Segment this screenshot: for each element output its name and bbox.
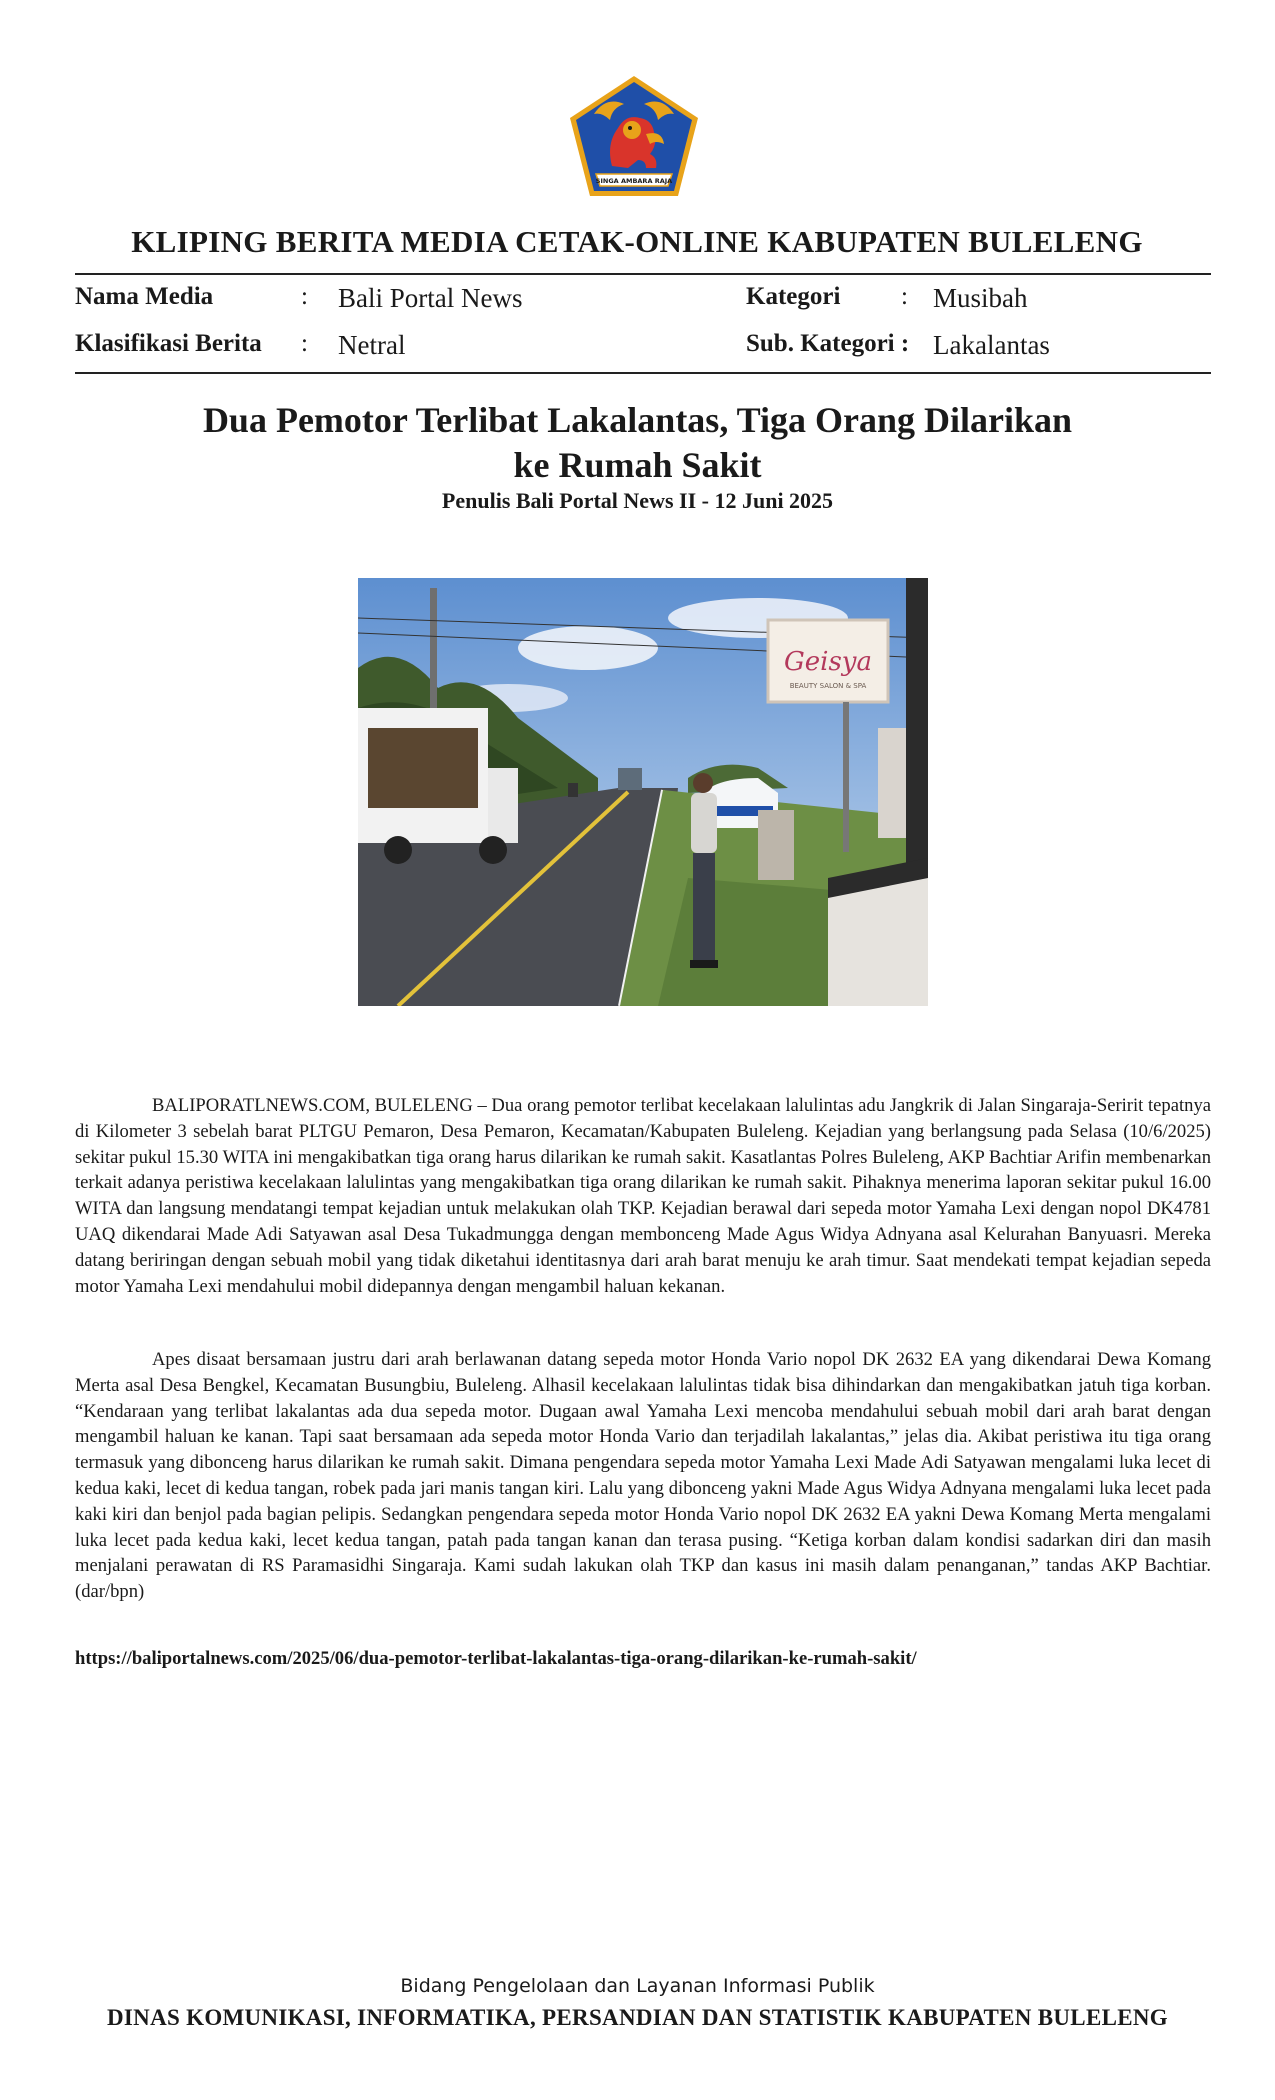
headline-line-1: Dua Pemotor Terlibat Lakalantas, Tiga Orang Dilarikan xyxy=(202,400,1073,440)
kategori-label: Kategori xyxy=(746,283,841,310)
subkategori-value: Lakalantas xyxy=(933,330,1050,360)
article-photo xyxy=(358,578,928,1006)
emblem-motto: SINGA AMBARA RAJA xyxy=(595,177,673,185)
kategori-colon: : xyxy=(901,283,908,310)
headline-line-2: ke Rumah Sakit xyxy=(513,445,762,485)
photo-sign-name: Geisya xyxy=(783,647,873,677)
klasifikasi-colon: : xyxy=(301,330,308,357)
klasifikasi-value: Netral xyxy=(338,330,406,360)
subkategori-label: Sub. Kategori : xyxy=(746,330,910,357)
buleleng-emblem xyxy=(566,74,702,200)
article-paragraph-2: Apes disaat bersamaan justru dari arah berlawanan datang sepeda motor Honda Vario nopol DK 2632 EA yang dikendarai Dewa Komang Merta asal Desa Bengkel, Kecamatan Busungbiu, Buleleng. Alhasil kecelakaan lalulintas tidak bisa dihindarkan dan mengakibatkan jatuh tiga korban. “Kendaraan yang terlibat lakalantas ada dua sepeda motor. Dugaan awal Yamaha Lexi mencoba mendahului sebuah mobil dari arah barat dengan mengambil haluan ke kanan. Tapi saat bersamaan ada sepeda motor Honda Vario dan terjadilah lakalantas,” jelas dia. Akibat peristiwa itu tiga orang termasuk yang dibonceng harus dilarikan ke rumah sakit. Dimana pengendara sepeda motor Yamaha Lexi Made Adi Satyawan mengalami luka lecet di kedua kaki, lecet di kedua tangan, robek pada jari manis tangan kiri. Lalu yang dibonceng yakni Made Agus Widya Adnyana mengalami luka lecet pada kaki kiri dan benjol pada bagian pelipis. Sedangkan pengendara sepeda motor Honda Vario nopol DK 2632 EA yakni Dewa Komang Merta mengalami luka lecet pada kedua kaki, lecet kedua tangan, patah pada tangan kanan dan terasa pusing. “Ketiga korban dalam kondisi sadarkan diri dan masih menjalani perawatan di RS Paramasidhi Singaraja. Kami sudah lakukan olah TKP dan kasus ini masih dalam penanganan,” tandas AKP Bachtiar. (dar/bpn) xyxy=(75,1349,1211,1603)
header-rule-top xyxy=(75,273,1211,275)
klasifikasi-label: Klasifikasi Berita xyxy=(75,330,262,357)
header-rule-bottom xyxy=(75,372,1211,374)
article-headline xyxy=(150,398,1125,488)
article-paragraph-1: BALIPORATLNEWS.COM, BULELENG – Dua orang pemotor terlibat kecelakaan lalulintas adu Jangkrik di Jalan Singaraja-Seririt tepatnya di Kilometer 3 sebelah barat PLTGU Pemaron, Desa Pemaron, Kecamatan/Kabupaten Buleleng. Kejadian yang berlangsung pada Selasa (10/6/2025) sekitar pukul 15.30 WITA ini mengakibatkan tiga orang harus dilarikan ke rumah sakit. Kasatlantas Polres Buleleng, AKP Bachtiar Arifin membenarkan terkait adanya peristiwa kecelakaan lalulintas yang mengakibatkan tiga orang dilarikan ke rumah sakit. Pihaknya menerima laporan sekitar pukul 16.00 WITA dan langsung mendatangi tempat kejadian untuk melakukan olah TKP. Kejadian berawal dari sepeda motor Yamaha Lexi dengan nopol DK4781 UAQ dikendarai Made Adi Satyawan asal Desa Tukadmungga dengan membonceng Made Agus Widya Adnyana asal Kelurahan Banyuasri. Mereka datang beriringan dengan sebuah mobil yang tidak diketahui identitasnya dari arah barat menuju ke arah timur. Saat mendekati tempat kejadian sepeda motor Yamaha Lexi mendahului mobil didepannya dengan mengambil haluan kekanan. xyxy=(75,1095,1211,1297)
photo-sign-sub: BEAUTY SALON & SPA xyxy=(789,682,867,690)
media-value: Bali Portal News xyxy=(338,283,523,313)
article-byline: Penulis Bali Portal News II - 12 Juni 2025 xyxy=(441,488,834,513)
footer-unit: Bidang Pengelolaan dan Layanan Informasi Publik xyxy=(400,1975,875,1997)
source-url-link[interactable]: https://baliportalnews.com/2025/06/dua-pemotor-terlibat-lakalantas-tiga-orang-dilarikan-ke-rumah-sakit/ xyxy=(75,1648,917,1669)
footer-agency: DINAS KOMUNIKASI, INFORMATIKA, PERSANDIAN DAN STATISTIK KABUPATEN BULELENG xyxy=(107,2005,1168,2030)
document-title: KLIPING BERITA MEDIA CETAK-ONLINE KABUPATEN BULELENG xyxy=(131,224,1143,259)
media-colon: : xyxy=(301,283,308,310)
media-label: Nama Media xyxy=(75,283,214,310)
kategori-value: Musibah xyxy=(933,283,1028,313)
